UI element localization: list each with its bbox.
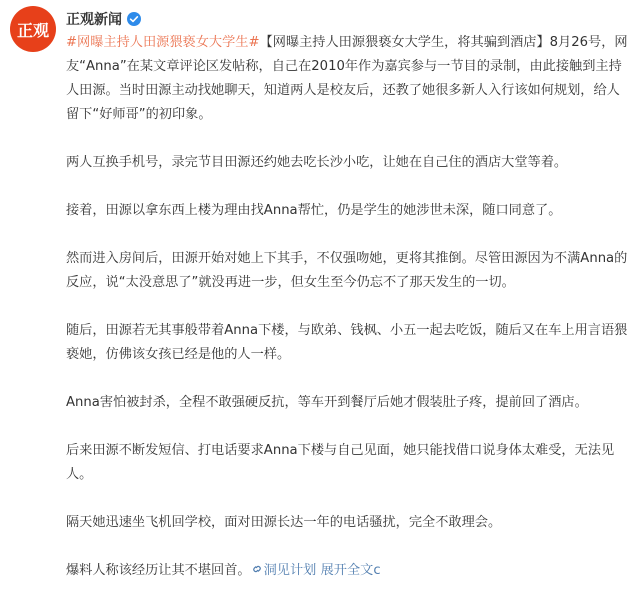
hashtag-link[interactable]: #网曝主持人田源猥亵女大学生# xyxy=(66,35,260,50)
expand-full-text-link[interactable]: 展开全文c xyxy=(320,563,381,578)
avatar[interactable] xyxy=(10,6,56,52)
headline: 【网曝主持人田源猥亵女大学生，将其骗到酒店】 xyxy=(259,35,550,50)
author-row xyxy=(66,8,141,30)
paragraph: 两人互换手机号，录完节目田源还约她去吃长沙小吃，让她在自己住的酒店大堂等着。 xyxy=(66,155,568,170)
paragraph: Anna害怕被封杀，全程不敢强硬反抗，等车开到餐厅后她才假装肚子疼，提前回了酒店。 xyxy=(66,395,588,410)
paragraph: 随后，田源若无其事般带着Anna下楼，与欧弟、钱枫、小五一起去吃饭，随后又在车上用言语猥亵她，仿佛该女孩已经是他的人一样。 xyxy=(66,323,628,362)
avatar-text: 正观 xyxy=(16,20,49,40)
last-paragraph xyxy=(66,559,632,583)
paragraph: 然而进入房间后，田源开始对她上下其手，不仅强吻她，更将其推倒。尽管田源因为不满Anna的反应，说“太没意思了”就没再进一步，但女生至今仍忘不了那天发生的一切。 xyxy=(66,251,628,290)
post-body xyxy=(66,31,632,607)
dongjian-link[interactable] xyxy=(251,563,317,578)
link-icon xyxy=(251,563,263,575)
link-label: 洞见计划 xyxy=(263,563,317,578)
intro-text: 8月26号，网友“Anna”在某文章评论区发帖称，自己在2010年作为嘉宾参与一节目的录制，由此接触到主持人田源。当时田源主动找她聊天，知道两人是校友后，还教了她很多新人入行该如何规划，给人留下“好师哥”的初印象。 xyxy=(66,35,628,122)
author-name[interactable]: 正观新闻 xyxy=(66,12,122,28)
verified-badge-icon xyxy=(127,12,141,26)
paragraph: 隔天她迅速坐飞机回学校，面对田源长达一年的电话骚扰，完全不敢理会。 xyxy=(66,515,502,530)
post-intro xyxy=(66,31,632,127)
last-line: 爆料人称该经历让其不堪回首。 xyxy=(66,563,251,578)
paragraph: 后来田源不断发短信、打电话要求Anna下楼与自己见面，她只能找借口说身体太难受，无法见人。 xyxy=(66,443,615,482)
paragraph: 接着，田源以拿东西上楼为理由找Anna帮忙，仍是学生的她涉世未深，随口同意了。 xyxy=(66,203,562,218)
